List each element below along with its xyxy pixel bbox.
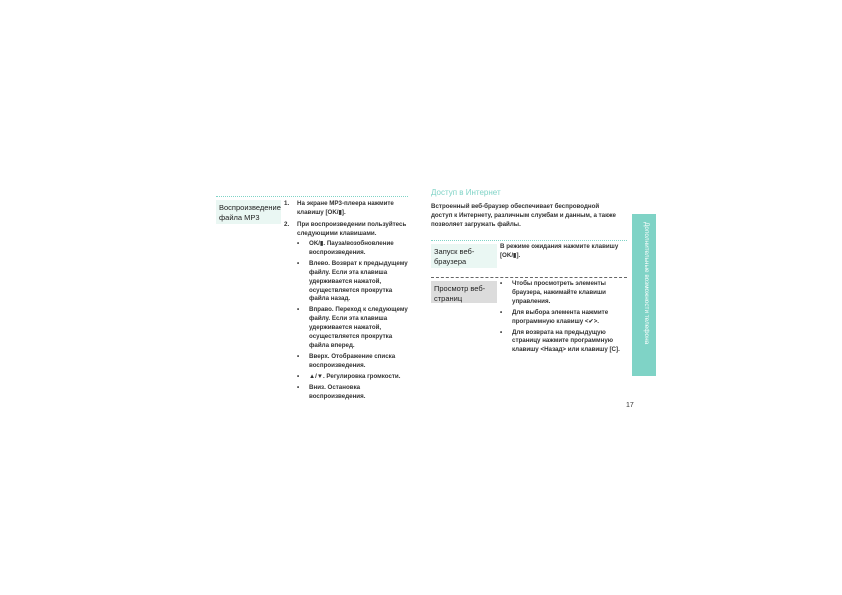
bullet-icon: • <box>500 328 503 336</box>
steps-list <box>284 200 414 242</box>
bullet-icon: • <box>297 372 300 380</box>
browse-pages-label: Просмотр веб-страниц <box>431 281 497 303</box>
list-item-text: Влево. Возврат к предыдущему файлу. Если эта клавиша удерживается нажатой, осуществляется прокрутка файла назад. <box>309 259 408 303</box>
list-item <box>297 306 412 351</box>
launch-browser-label: Запуск веб-браузера <box>431 244 497 268</box>
list-item <box>297 373 412 382</box>
step-number: 1. <box>284 200 290 207</box>
step-item <box>284 200 414 218</box>
bullet-icon: • <box>297 259 300 267</box>
step-number: 2. <box>284 220 290 228</box>
step-text: При воспроизведении пользуйтесь следующими клавишами. <box>297 220 407 237</box>
bullet-icon: • <box>297 240 300 247</box>
page-number: 17 <box>626 402 634 409</box>
list-item-text: Чтобы просмотреть элементы браузера, нажимайте клавиши управления. <box>512 280 606 305</box>
list-item <box>500 329 625 356</box>
list-item-text: Для выбора элемента нажмите программную клавишу <✔>. <box>512 308 609 325</box>
chapter-side-tab <box>632 214 656 376</box>
step-text: На экране MP3-плеера нажмите клавишу [OK/▮]. <box>297 200 394 216</box>
list-item-text: Вверх. Отображение списка воспроизведения. <box>309 352 396 369</box>
chapter-side-tab-text: Дополнительные возможности телефона <box>643 222 650 345</box>
bullet-icon: • <box>297 383 300 391</box>
list-item <box>500 309 625 327</box>
browse-divider <box>431 277 627 278</box>
intro-paragraph: Встроенный веб-браузер обеспечивает беспроводной доступ к Интернету, различным службам и данным, а также позволяет загружать файлы. <box>431 203 616 228</box>
list-item <box>297 260 412 305</box>
left-top-divider <box>216 196 408 197</box>
list-item-text: OK/▮. Пауза/возобновление воспроизведения. <box>309 240 394 256</box>
list-item <box>500 280 625 307</box>
list-item <box>297 384 412 402</box>
bullet-icon: • <box>500 308 503 316</box>
step-item <box>284 221 414 239</box>
section-heading: Доступ в Интернет <box>431 188 501 197</box>
list-item-text: Вниз. Остановка воспроизведения. <box>309 383 366 400</box>
launch-divider <box>431 240 627 241</box>
list-item <box>297 353 412 371</box>
bullet-icon: • <box>297 306 300 314</box>
browse-bullets-list <box>500 280 625 357</box>
list-item-text: ▲/▼. Регулировка громкости. <box>309 372 401 380</box>
bullet-icon: • <box>297 352 300 360</box>
playback-keys-list <box>297 240 412 403</box>
list-item-text: Для возврата на предыдущую страницу нажмите программную клавишу <Назад> или клавишу [C]. <box>512 328 620 354</box>
bullet-icon: • <box>500 280 503 287</box>
launch-browser-text: В режиме ожидания нажмите клавишу [OK/▮]. <box>500 243 619 259</box>
mp3-playback-label: Воспроизведение файла MP3 <box>216 200 281 224</box>
list-item <box>297 240 412 258</box>
list-item-text: Вправо. Переход к следующему файлу. Если эта клавиша удерживается нажатой, осуществляется прокрутка файла вперед. <box>309 306 408 349</box>
